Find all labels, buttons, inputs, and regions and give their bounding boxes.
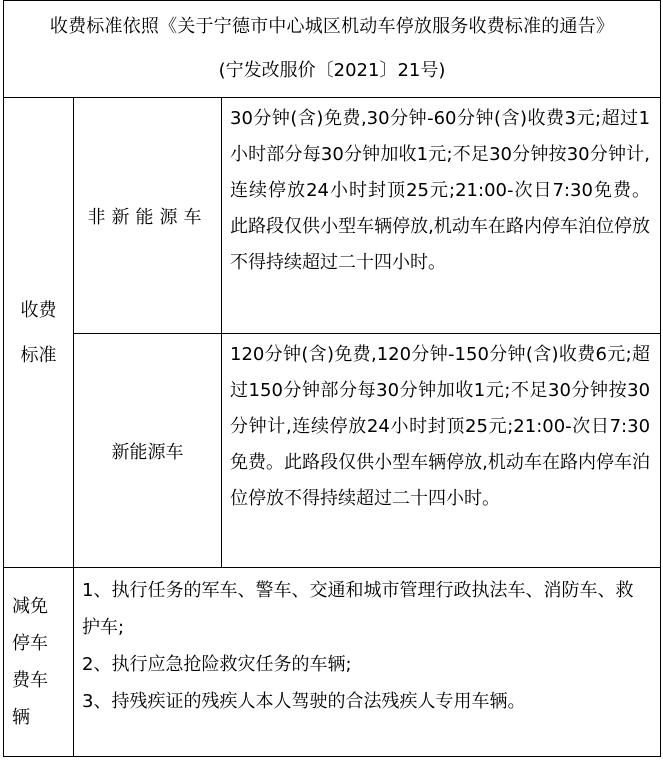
table-header xyxy=(4,1,661,98)
fee-standard-label-line: 标准 xyxy=(20,344,57,366)
fee-description-non-new-energy: 30分钟(含)免费,30分钟-60分钟(含)收费3元;超过1小时部分每30分钟加收1元;不足30分钟按30分钟计,连续停放24小时封顶25元;21:00-次日7:30免费。此路段仅供小型车辆停放,机动车在路内停车泊位停放不得持续超过二十四小时。 xyxy=(222,98,661,334)
fee-standard-label-line: 收费 xyxy=(20,299,57,321)
exemption-label-line: 停车 xyxy=(12,633,48,654)
exemption-label xyxy=(4,568,74,757)
fee-standard-label xyxy=(4,98,74,568)
exemption-label-line: 辆 xyxy=(12,707,30,728)
vehicle-type-non-new-energy: 非新能源车 xyxy=(74,98,222,334)
exemption-item: 1、执行任务的军车、警车、交通和城市管理行政执法车、消防车、救护车; xyxy=(82,580,634,638)
header-document-number: (宁发改服价〔2021〕21号) xyxy=(218,60,446,81)
exemption-label-line: 减免 xyxy=(12,596,48,617)
exemption-list xyxy=(74,568,661,757)
vehicle-type-new-energy: 新能源车 xyxy=(74,334,222,568)
fee-description-new-energy: 120分钟(含)免费,120分钟-150分钟(含)收费6元;超过150分钟部分每30分钟加收1元;不足30分钟按30分钟计,连续停放24小时封顶25元;21:00-次日7:30免费。此路段仅供小型车辆停放,机动车在路内停车泊位停放不得持续超过二十四小时。 xyxy=(222,334,661,568)
exemption-item: 2、执行应急抢险救灾任务的车辆; xyxy=(82,654,352,675)
header-title: 收费标准依照《关于宁德市中心城区机动车停放服务收费标准的通告》 xyxy=(49,16,615,37)
exemption-item: 3、持残疾证的残疾人本人驾驶的合法残疾人专用车辆。 xyxy=(82,691,526,712)
parking-fee-table xyxy=(3,0,661,757)
exemption-label-line: 费车 xyxy=(12,670,48,691)
